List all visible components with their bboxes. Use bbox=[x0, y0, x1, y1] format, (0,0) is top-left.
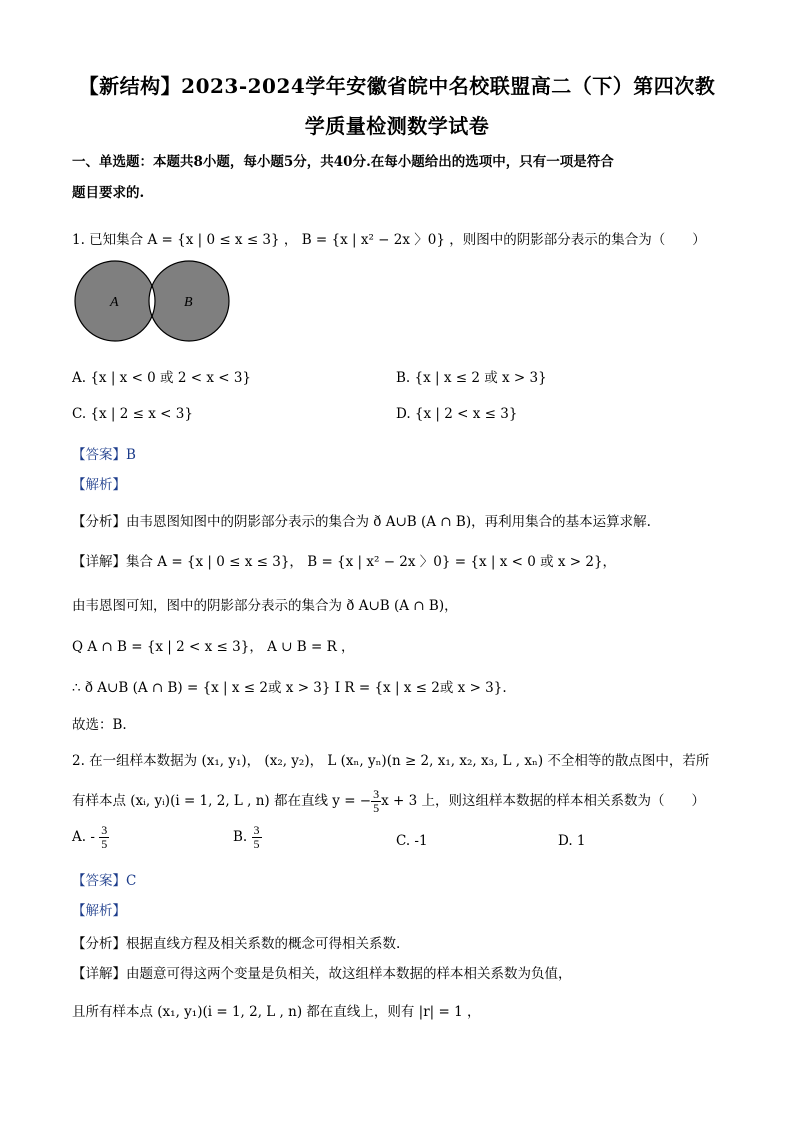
q2-option-b bbox=[233, 824, 262, 851]
q2-option-a-den: 5 bbox=[101, 837, 108, 851]
q2-stem-numerator: 3 bbox=[373, 787, 380, 801]
q1-analysis: 【分析】由韦恩图知图中的阴影部分表示的集合为 ð A∪B (A ∩ B)，再利用集合的基本运算求解. bbox=[72, 514, 651, 530]
q2-option-b-num: 3 bbox=[253, 823, 260, 837]
q2-option-a bbox=[72, 824, 109, 851]
q2-option-d: D. 1 bbox=[558, 833, 586, 849]
q1-option-d: D. {x | 2 < x ≤ 3} bbox=[396, 406, 518, 422]
q2-option-c: C. -1 bbox=[396, 833, 428, 849]
q2-stem-line1: 2. 在一组样本数据为 (x₁, y₁)， (x₂, y₂)， L (xₙ, yₙ)(n ≥ 2, x₁, x₂, x₃, L , xₙ) 不全相等的散点图中，若所 bbox=[72, 753, 710, 769]
q1-detail-3: Q A ∩ B = {x | 2 < x ≤ 3}， A ∪ B = R ， bbox=[72, 639, 355, 655]
q2-stem-post: x + 3 上，则这组样本数据的样本相关系数为（ ） bbox=[381, 793, 706, 809]
q2-analysis-tag: 【解析】 bbox=[72, 903, 126, 919]
q1-detail-2: 由韦恩图可知，图中的阴影部分表示的集合为 ð A∪B (A ∩ B)， bbox=[72, 598, 458, 614]
q2-analysis: 【分析】根据直线方程及相关系数的概念可得相关系数. bbox=[72, 936, 401, 952]
q2-stem-denominator: 5 bbox=[373, 801, 380, 815]
q2-option-b-den: 5 bbox=[253, 837, 260, 851]
q1-detail-4: ∴ ð A∪B (A ∩ B) = {x | x ≤ 2或 x > 3} I R = {x | x ≤ 2或 x > 3}. bbox=[72, 680, 507, 696]
section-heading-line2: 题目要求的. bbox=[72, 185, 145, 201]
q2-answer: 【答案】C bbox=[72, 873, 137, 889]
q2-option-a-label: A. - bbox=[72, 829, 95, 845]
q2-stem-pre: 有样本点 (xᵢ, yᵢ)(i = 1, 2, L , n) 都在直线 y = − bbox=[72, 793, 372, 809]
q1-detail-1: 【详解】集合 A = {x | 0 ≤ x ≤ 3}， B = {x | x² − 2x 〉0} = {x | x < 0 或 x > 2}， bbox=[72, 554, 617, 570]
q2-option-b-label: B. bbox=[233, 829, 248, 845]
q2-option-a-fraction bbox=[99, 824, 109, 851]
section-heading-line1: 一、单选题：本题共8小题，每小题5分，共40分.在每小题给出的选项中，只有一项是符合 bbox=[72, 154, 614, 170]
q2-stem-fraction bbox=[371, 788, 381, 815]
venn-label-a: A bbox=[110, 295, 119, 310]
q1-option-a: A. {x | x < 0 或 2 < x < 3} bbox=[72, 370, 252, 386]
q1-option-c: C. {x | 2 ≤ x < 3} bbox=[72, 406, 193, 422]
venn-diagram bbox=[72, 260, 234, 342]
q1-stem: 1. 已知集合 A = {x | 0 ≤ x ≤ 3} ， B = {x | x² − 2x 〉0} ，则图中的阴影部分表示的集合为（ ） bbox=[72, 232, 706, 248]
q1-analysis-tag: 【解析】 bbox=[72, 477, 126, 493]
q2-option-b-fraction bbox=[252, 824, 262, 851]
venn-label-b: B bbox=[184, 295, 193, 310]
q2-option-a-num: 3 bbox=[101, 823, 108, 837]
q1-option-b: B. {x | x ≤ 2 或 x > 3} bbox=[396, 370, 547, 386]
doc-title-line1: 【新结构】2023-2024学年安徽省皖中名校联盟高二（下）第四次教 bbox=[78, 74, 716, 98]
q2-stem-line2 bbox=[72, 788, 705, 815]
q1-answer: 【答案】B bbox=[72, 447, 136, 463]
q2-detail-2: 且所有样本点 (x₁, y₁)(i = 1, 2, L , n) 都在直线上，则有 |r| = 1 ， bbox=[72, 1004, 481, 1020]
q2-detail-1: 【详解】由题意可得这两个变量是负相关，故这组样本数据的样本相关系数为负值， bbox=[72, 966, 572, 982]
doc-title-line2: 学质量检测数学试卷 bbox=[304, 114, 490, 138]
q1-conclusion: 故选：B. bbox=[72, 717, 127, 733]
